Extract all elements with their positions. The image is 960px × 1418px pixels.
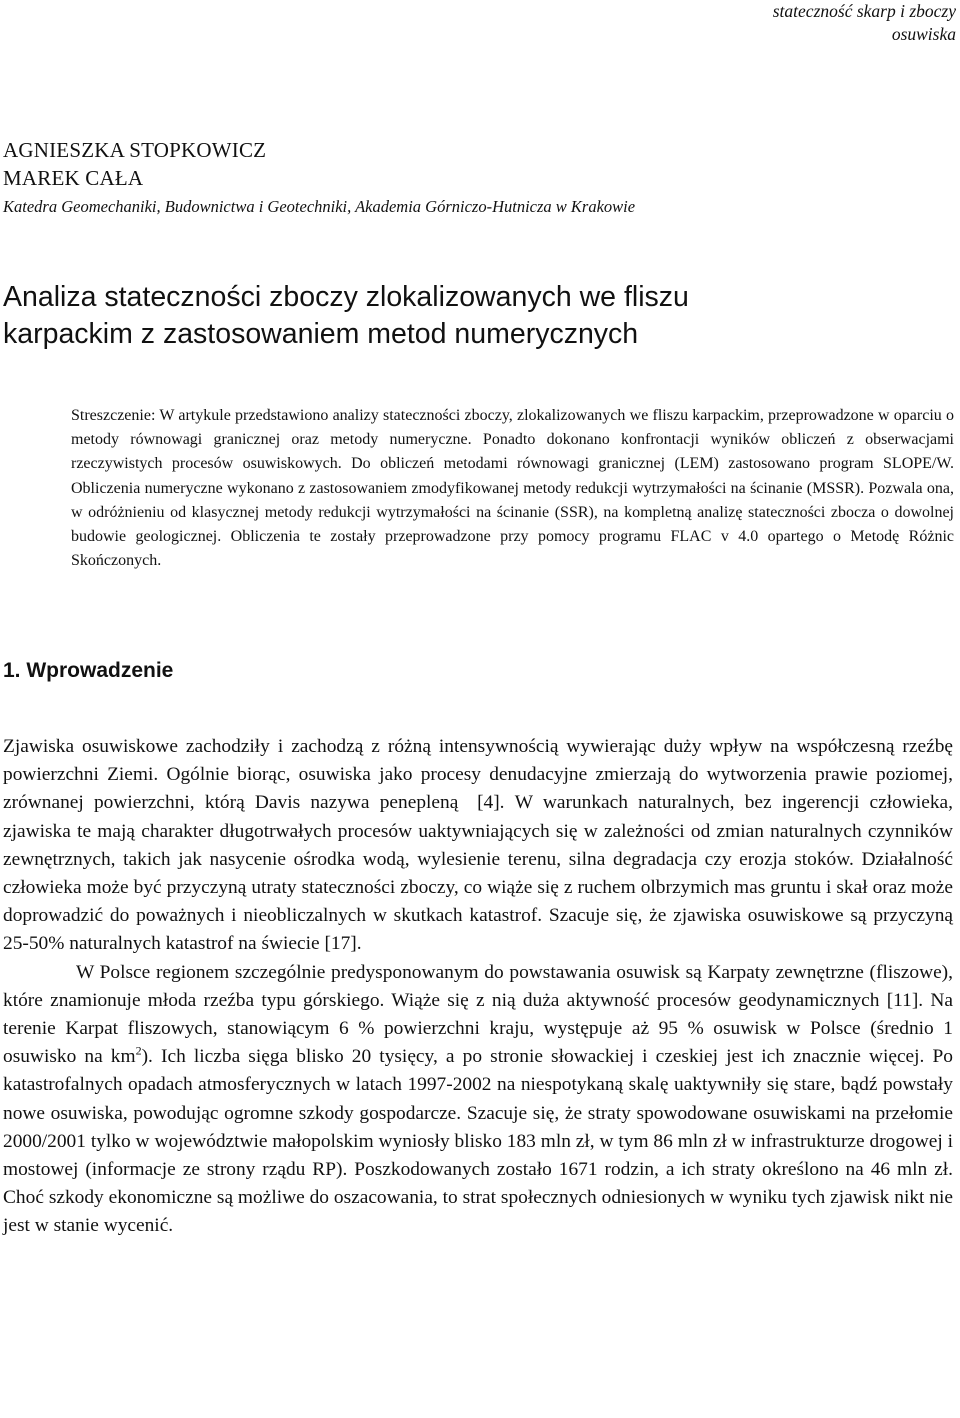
- paragraph-1: Zjawiska osuwiskowe zachodziły i zachodzą z różną intensywnością wywierając duży wpływ na współczesną rzeźbę powierzchni Ziemi. Ogólnie biorąc, osuwiska jako procesy denudacyjne zmierzają do wytworzenia prawie poziomej, zrównanej powierzchni, którą Davis nazywa peneplenąᅠ[4]. W warunkach naturalnych, bez ingerencji człowieka, zjawiska te mają charakter długotrwałych procesów uaktywniających się w zależności od zmian naturalnych czynników zewnętrznych, takich jak nasycenie ośrodka wodą, wylesienie terenu, silna degradacja czy erozja stoków. Działalność człowieka może być przyczyną utraty stateczności zboczy, co wiąże się z ruchem olbrzymich mas gruntu i skał oraz może doprowadzić do poważnych i nieobliczalnych w skutkach katastrof. Szacuje się, że zjawiska osuwiskowe są przyczyną 25-50% naturalnych katastrof na świecie [17].: [3, 736, 953, 955]
- abstract: Streszczenie: W artykule przedstawiono analizy stateczności zboczy, zlokalizowanych we fliszu karpackim, przeprowadzone w oparciu o metody równowagi granicznej oraz metody numeryczne. Ponadto dokonano konfrontacji wyników obliczeń z obserwacjami rzeczywistych procesów osuwiskowych. Do obliczeń metodami równowagi granicznej (LEM) zastosowano program SLOPE/W. Obliczenia numeryczne wykonano z zastosowaniem zmodyfikowanej metody redukcji wytrzymałości na ścinanie (MSSR). Pozwala ona, w odróżnieniu od klasycznej metody redukcji wytrzymałości na ścinanie (SSR), na kompletną analizę stateczności zbocza o dowolnej budowie geologicznej. Obliczenia te zostały przeprowadzone przy pomocy programu FLAC v 4.0 opartego o Metodę Różnic Skończonych.: [71, 407, 954, 570]
- paper-title: [3, 279, 943, 353]
- section-heading: 1. Wprowadzenie: [3, 659, 174, 682]
- paper-title-line-2: karpackim z zastosowaniem metod numerycznych: [3, 318, 639, 350]
- superscript: 2: [135, 1043, 142, 1058]
- author-name: MAREK CAŁA: [3, 166, 144, 190]
- author-list: [3, 136, 266, 192]
- author-name: AGNIESZKA STOPKOWICZ: [3, 138, 267, 162]
- paragraph-2-part-1: W Polsce regionem szczególnie predysponowanym do powstawania osuwisk są Karpaty zewnętrzne (fliszowe), które znamionuje młoda rzeźba typu górskiego. Wiąże się z nią duża aktywność procesów geodynamicznych [11]. Na terenie Karpat fliszowych, stanowiącym 6 % powierzchni kraju, występuje aż 95 % osuwisk w Polsce (średnio 1 osuwisko na km: [3, 961, 953, 1068]
- body-text: [3, 733, 953, 1241]
- running-head: [716, 0, 956, 46]
- paragraph-2: [3, 959, 953, 1241]
- running-head-line-1: stateczność skarp i zboczy: [772, 1, 956, 21]
- paper-title-line-1: Analiza stateczności zboczy zlokalizowanych we fliszu: [3, 281, 689, 313]
- running-head-line-2: osuwiska: [891, 24, 956, 44]
- affiliation: Katedra Geomechaniki, Budownictwa i Geotechniki, Akademia Górniczo-Hutnicza w Krakowie: [3, 197, 636, 216]
- paragraph-2-part-2: ). Ich liczba sięga blisko 20 tysięcy, a po stronie słowackiej i czeskiej jest ich znacznie więcej. Po katastrofalnych opadach atmosferycznych w latach 1997-2002 na niespotykaną skalę uaktywniły się stare, bądź powstały nowe osuwiska, powodując ogromne szkody gospodarcze. Szacuje się, że straty spowodowane osuwiskami na przełomie 2000/2001 tylko w województwie małopolskim wyniosły blisko 183 mln zł, w tym 86 mln zł w infrastrukturze drogowej i mostowej (informacje ze strony rządu RP). Poszkodowanych zostało 1671 rodzin, a ich straty określono na 46 mln zł. Choć szkody ekonomiczne są możliwe do oszacowania, to strat społecznych odniesionych w wyniku tych zjawisk nikt nie jest w stanie wycenić.: [3, 1046, 953, 1237]
